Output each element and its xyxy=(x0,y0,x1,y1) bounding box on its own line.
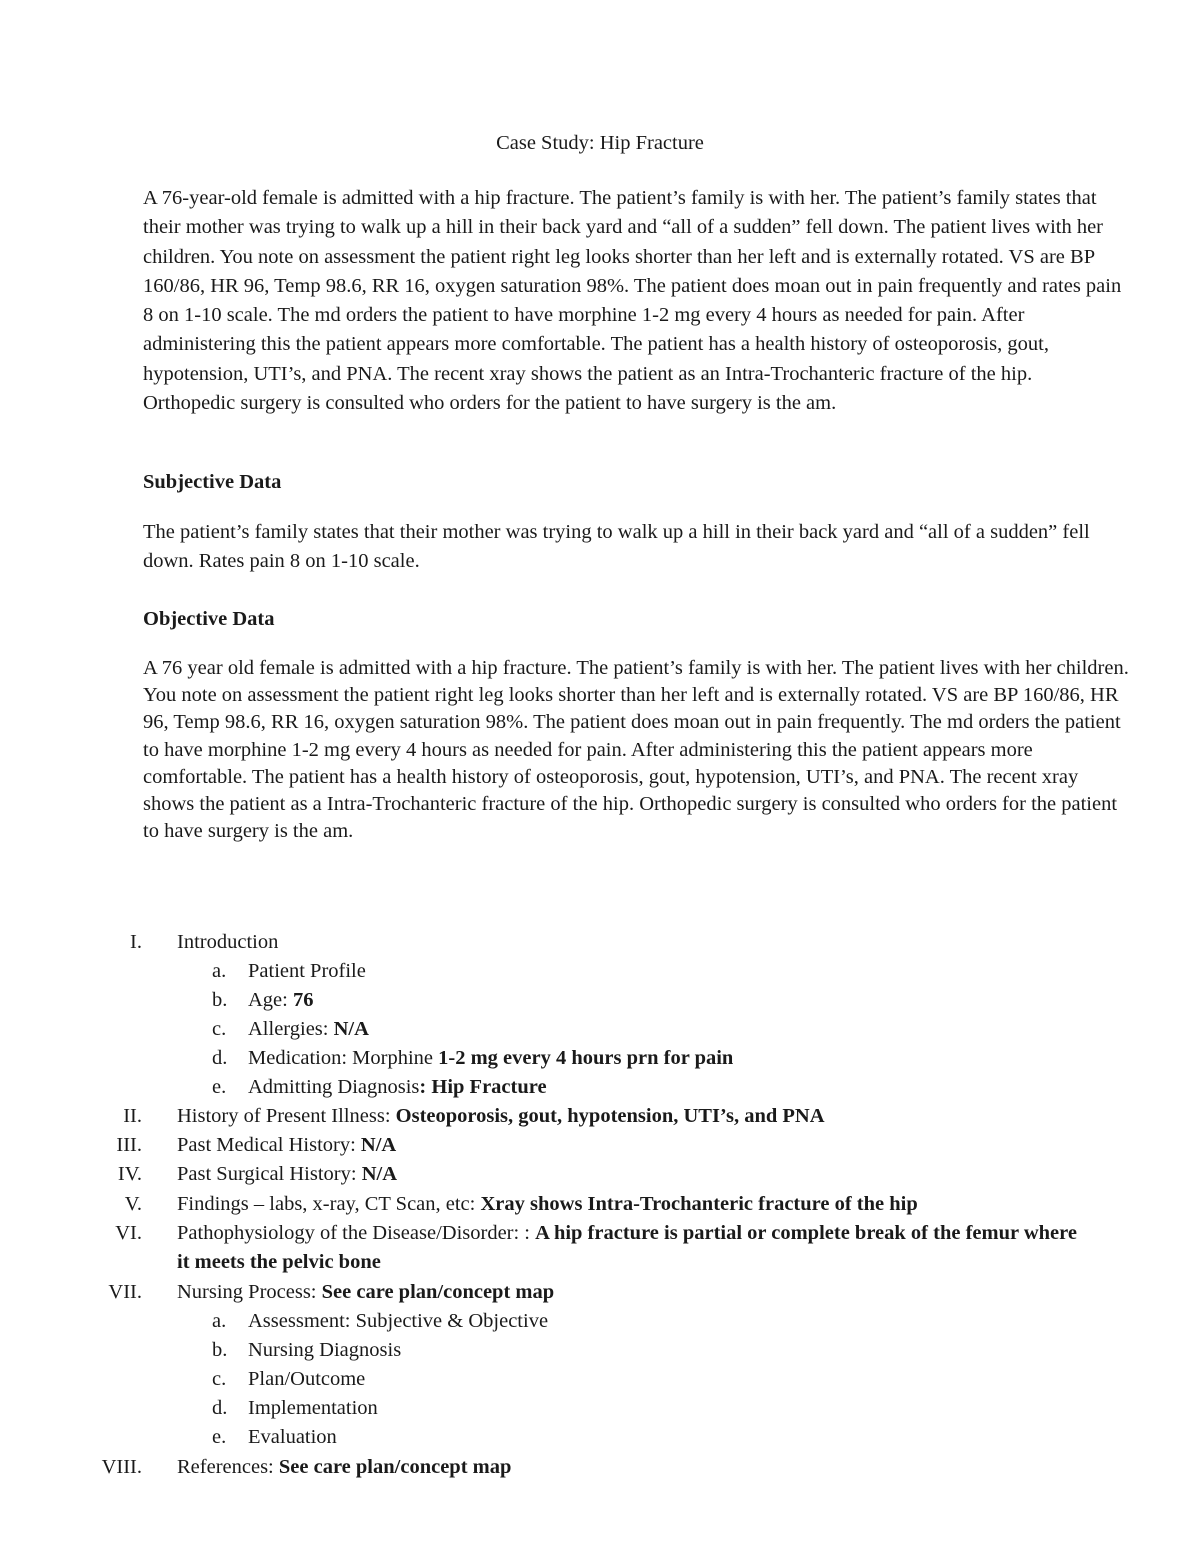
outline-subitem-patient-profile xyxy=(0,957,1200,986)
outline-value: 76 xyxy=(292,989,314,1011)
outline-subitem-nursing-diagnosis xyxy=(0,1336,1200,1365)
outline-label xyxy=(177,1278,1097,1307)
outline-label-text: Past Surgical History: xyxy=(177,1163,362,1185)
outline-item-past-surgical-history xyxy=(0,1160,1200,1189)
outline-numeral: IV. xyxy=(117,1163,142,1185)
outline-label: Assessment: Subjective & Objective xyxy=(248,1310,549,1332)
subjective-data-paragraph: The patient’s family states that their mother was trying to walk up a hill in their back yard and “all of a sudden” fell down. Rates pain 8 on 1-10 scale. xyxy=(143,521,1090,572)
outline-value: N/A xyxy=(360,1134,397,1156)
outline-numeral: III. xyxy=(116,1134,142,1156)
outline-numeral: VI. xyxy=(115,1222,142,1244)
outline-item-history-present-illness xyxy=(0,1102,1200,1131)
outline-value: Osteoporosis, gout, hypotension, UTI’s, and PNA xyxy=(395,1105,825,1127)
outline-label-text: Nursing Process: xyxy=(177,1281,322,1303)
outline-value: See care plan/concept map xyxy=(321,1281,555,1303)
outline-label xyxy=(177,1219,1087,1278)
outline-label-text: References: xyxy=(177,1456,279,1478)
outline-value: Xray shows Intra-Trochanteric fracture of the hip xyxy=(480,1193,918,1215)
outline-label: Nursing Diagnosis xyxy=(248,1339,402,1361)
outline-item-pathophysiology xyxy=(0,1219,1200,1278)
outline-item-findings xyxy=(0,1190,1200,1219)
outline-label-text: Allergies: xyxy=(248,1018,334,1040)
outline-label xyxy=(248,986,313,1015)
outline-item-introduction xyxy=(0,928,1200,957)
outline-label xyxy=(177,1102,1097,1131)
outline-numeral: I. xyxy=(130,931,142,953)
outline-value: 1-2 mg every 4 hours prn for pain xyxy=(438,1047,734,1069)
outline-letter: d. xyxy=(212,1397,228,1419)
outline-value: See care plan/concept map xyxy=(278,1456,512,1478)
outline-subitem-age xyxy=(0,986,1200,1015)
outline-subitem-medication xyxy=(0,1044,1200,1073)
outline-letter: b. xyxy=(212,1339,228,1361)
outline-letter: e. xyxy=(212,1076,227,1098)
subjective-data-heading: Subjective Data xyxy=(143,471,282,493)
outline-item-references xyxy=(0,1453,1200,1482)
outline-letter: b. xyxy=(212,989,228,1011)
outline-value: N/A xyxy=(333,1018,369,1040)
outline-subitem-evaluation xyxy=(0,1423,1200,1452)
outline-value: : Hip Fracture xyxy=(419,1076,547,1098)
objective-data-paragraph: A 76 year old female is admitted with a hip fracture. The patient’s family is with her. The patient lives with her children. You note on assessment the patient right leg looks shorter than her left and is externally rotated. VS are BP 160/86, HR 96, Temp 98.6, RR 16, oxygen saturation 98%. The patient does moan out in pain frequently. The md orders the patient to have morphine 1-2 mg every 4 hours as needed for pain. After administering this the patient appears more comfortable. The patient has a health history of osteoporosis, gout, hypotension, UTI’s, and PNA. The recent xray shows the patient as a Intra-Trochanteric fracture of the hip. Orthopedic surgery is consulted who orders for the patient to have surgery is the am. xyxy=(143,657,1129,843)
outline-item-nursing-process xyxy=(0,1278,1200,1307)
objective-data-heading: Objective Data xyxy=(143,608,275,630)
outline-value: A hip fracture is partial or complete break of the femur where it meets the pelvic bone xyxy=(177,1222,1077,1274)
outline-numeral: VIII. xyxy=(101,1456,142,1478)
document-title: Case Study: Hip Fracture xyxy=(496,132,704,154)
outline-letter: d. xyxy=(212,1047,228,1069)
outline-label-text: Medication: Morphine xyxy=(248,1047,439,1069)
outline-letter: c. xyxy=(212,1368,227,1390)
outline-label xyxy=(177,1190,1097,1219)
outline-subitem-allergies xyxy=(0,1015,1200,1044)
outline-letter: a. xyxy=(212,1310,227,1332)
outline-label-text: Past Medical History: xyxy=(177,1134,361,1156)
outline-letter: a. xyxy=(212,960,227,982)
outline-numeral: II. xyxy=(123,1105,142,1127)
outline-label: Introduction xyxy=(177,931,279,953)
outline-label: Implementation xyxy=(248,1397,378,1419)
outline-subitem-assessment xyxy=(0,1307,1200,1336)
outline-label-text: Findings – labs, x-ray, CT Scan, etc: xyxy=(177,1193,481,1215)
outline-subitem-admitting-diagnosis xyxy=(0,1073,1200,1102)
outline-label: Patient Profile xyxy=(248,960,366,982)
outline-label-text: History of Present Illness: xyxy=(177,1105,396,1127)
outline-letter: e. xyxy=(212,1426,227,1448)
outline-label xyxy=(177,1453,1097,1482)
outline-label xyxy=(177,1160,1097,1189)
outline-label: Evaluation xyxy=(248,1426,337,1448)
outline-label xyxy=(248,1044,733,1073)
outline-item-past-medical-history xyxy=(0,1131,1200,1160)
outline-label-text: Pathophysiology of the Disease/Disorder: : xyxy=(177,1222,536,1244)
outline-label-text: Admitting Diagnosis xyxy=(248,1076,420,1098)
case-description-paragraph: A 76-year-old female is admitted with a hip fracture. The patient’s family is with her. The patient’s family states that their mother was trying to walk up a hill in their back yard and “all of a sudden” fell down. The patient lives with her children. You note on assessment the patient right leg looks shorter than her left and is externally rotated. VS are BP 160/86, HR 96, Temp 98.6, RR 16, oxygen saturation 98%. The patient does moan out in pain frequently and rates pain 8 on 1-10 scale. The md orders the patient to have morphine 1-2 mg every 4 hours as needed for pain. After administering this the patient appears more comfortable. The patient has a health history of osteoporosis, gout, hypotension, UTI’s, and PNA. The recent xray shows the patient as an Intra-Trochanteric fracture of the hip. Orthopedic surgery is consulted who orders for the patient to have surgery is the am. xyxy=(143,187,1122,415)
outline-value: N/A xyxy=(361,1163,398,1185)
outline-letter: c. xyxy=(212,1018,227,1040)
outline-label: Plan/Outcome xyxy=(248,1368,366,1390)
outline-label xyxy=(248,1015,369,1044)
outline-label-text: Age: xyxy=(248,989,293,1011)
outline-subitem-implementation xyxy=(0,1394,1200,1423)
outline-label xyxy=(248,1073,547,1102)
outline-numeral: VII. xyxy=(108,1281,142,1303)
outline-subitem-plan-outcome xyxy=(0,1365,1200,1394)
outline-label xyxy=(177,1131,1097,1160)
outline-numeral: V. xyxy=(124,1193,142,1215)
